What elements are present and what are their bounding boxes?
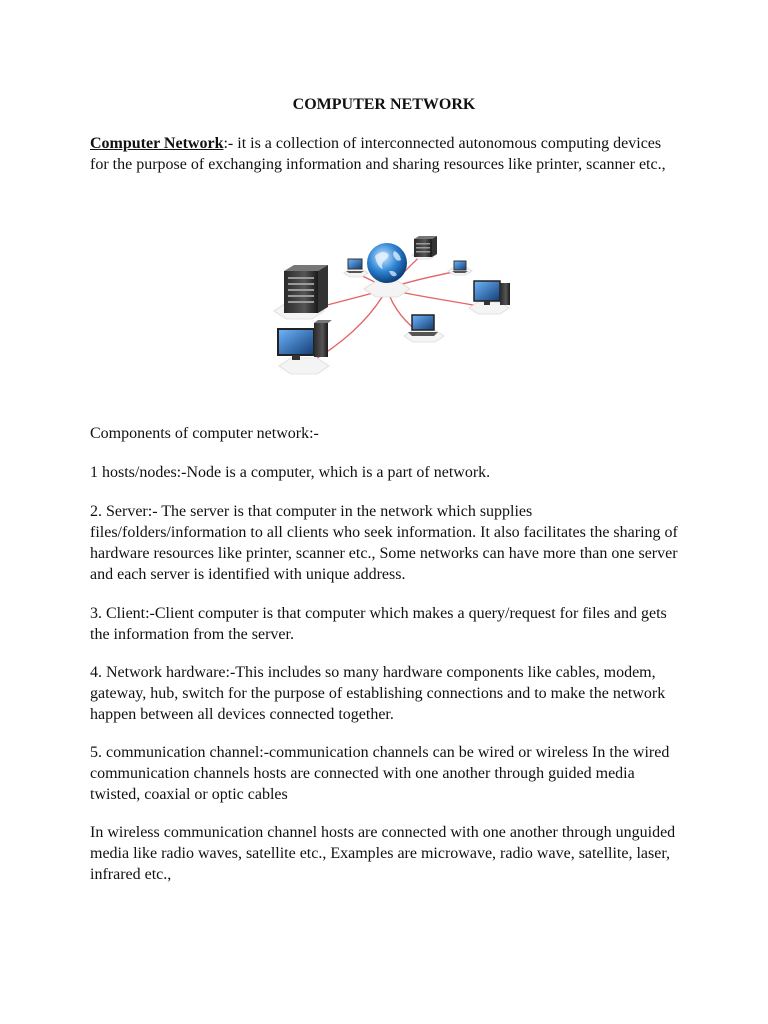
intro-text: :- it is a collection of interconnected autonomous computing devices for the purpose of exchanging information and sharing resources like printer, scanner etc., [90, 135, 666, 173]
components-heading: Components of computer network:- [90, 425, 319, 442]
list-item: 1 hosts/nodes:-Node is a computer, which is a part of network. [90, 464, 491, 481]
list-item: In wireless communication channel hosts are connected with one another through unguided media like radio waves, satellite etc., Examples are microwave, radio wave, satellite, laser, infrared etc., [90, 824, 676, 883]
list-item: 3. Client:-Client computer is that computer which makes a query/request for files and gets the information from the server. [90, 605, 667, 643]
list-item: 4. Network hardware:-This includes so many hardware components like cables, modem, gateway, hub, switch for the purpose of establishing connections and to make the network happen between all devices connected together. [90, 664, 666, 723]
page-title: COMPUTER NETWORK [292, 96, 476, 113]
list-item: 2. Server:- The server is that computer in the network which supplies files/folders/information to all clients who seek information. It also facilitates the sharing of hardware resources like printer, scanner etc., Some networks can have more than one server and each server is identified with unique address. [90, 503, 678, 583]
network-diagram-icon [244, 211, 524, 403]
intro-paragraph [90, 133, 680, 175]
list-item: 5. communication channel:-communication channels can be wired or wireless In the wired communication channels hosts are connected with one another through guided media twisted, coaxial or optic cables [90, 744, 670, 803]
network-diagram-image [244, 211, 524, 403]
intro-term: Computer Network [90, 135, 224, 152]
